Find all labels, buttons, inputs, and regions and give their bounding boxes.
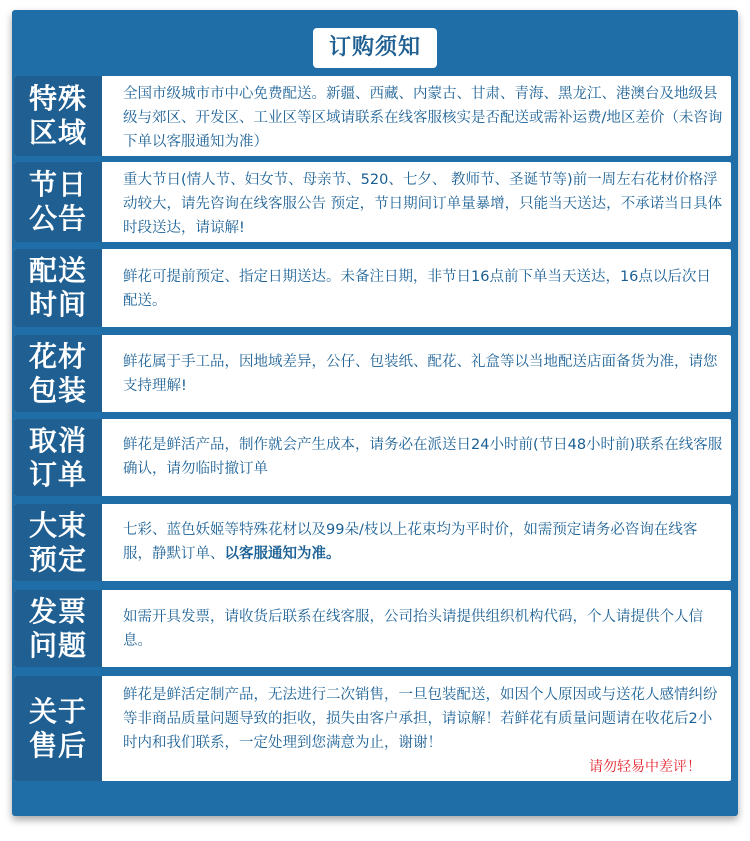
notice-row-special-area [14,76,731,156]
row-label [14,249,102,327]
row-label-line2: 售后 [28,728,87,762]
row-label-line1: 大束 [28,508,87,542]
row-label-line2: 时间 [28,288,87,321]
row-label-line1: 发票 [28,594,87,628]
notice-row-after-sales [14,676,731,781]
notice-row-large-bouquet [14,504,731,581]
title-wrap [12,28,738,68]
row-label-line2: 预定 [28,542,87,576]
row-label-line2: 公告 [28,202,87,235]
row-label-line1: 关于 [28,694,87,728]
row-label [14,590,102,667]
row-label-line2: 包装 [28,373,87,407]
row-text-emphasis: 以客服通知为准。 [224,546,341,562]
row-label-line1: 配送 [28,254,87,287]
row-label [14,335,102,412]
row-text: 鲜花是鲜活定制产品，无法进行二次销售，一旦包装配送，如因个人原因或与送花人感情纠纷等非商品质量问题导致的拒收，损失由客户承担，请谅解！若鲜花有质量问题请在收花后2小时内和我们联系，一定处理到您满意为止，谢谢！ [123,687,718,751]
notice-row-packaging [14,335,731,412]
row-text: 七彩、蓝色妖姬等特殊花材以及99朵/枝以上花束均为平时价，如需预定请务必咨询在线客服，静默订单、 [123,522,698,562]
row-label-line2: 订单 [28,457,87,491]
bad-review-warning: 请勿轻易中差评！ [589,759,701,775]
notice-row-holiday [14,162,731,242]
row-text: 如需开具发票，请收货后联系在线客服，公司抬头请提供组织机构代码，个人请提供个人信息。 [123,609,703,649]
notice-row-cancel-order [14,419,731,496]
notice-row-delivery-time [14,249,731,327]
row-text: 鲜花是鲜活产品，制作就会产生成本，请务必在派送日24小时前(节日48小时前)联系在线客服确认，请勿临时撤订单 [123,437,723,477]
row-text: 鲜花可提前预定、指定日期送达。未备注日期，非节日16点前下单当天送达，16点以后次日配送。 [123,269,711,309]
notice-row-invoice [14,590,731,667]
row-label [14,504,102,581]
row-text: 重大节日(情人节、妇女节、母亲节、520、七夕、 教师节、圣诞节等)前一周左右花材价格浮动较大，请先咨询在线客服公告 预定，节日期间订单量暴增，只能当天送达，不承诺当日具体时段送达，请谅解! [123,172,723,236]
row-label-line1: 取消 [28,423,87,457]
row-label-line1: 特殊 [28,82,87,115]
page-title: 订购须知 [313,28,437,68]
row-label [14,162,102,242]
row-label-line2: 区域 [28,116,87,149]
row-label-line1: 花材 [28,339,87,373]
row-label-line2: 问题 [28,628,87,662]
row-label [14,676,102,781]
row-label [14,419,102,496]
row-text: 鲜花属于手工品，因地域差异，公仔、包装纸、配花、礼盒等以当地配送店面备货为准，请您支持理解! [123,354,718,394]
row-text: 全国市级城市市中心免费配送。新疆、西藏、内蒙古、甘肃、青海、黑龙江、港澳台及地级县级与郊区、开发区、工业区等区域请联系在线客服核实是否配送或需补运费/地区差价（未咨询下单以客服通知为准） [123,86,723,150]
row-text-wrap [123,518,723,566]
row-label [14,76,102,156]
row-label-line1: 节日 [28,168,87,201]
